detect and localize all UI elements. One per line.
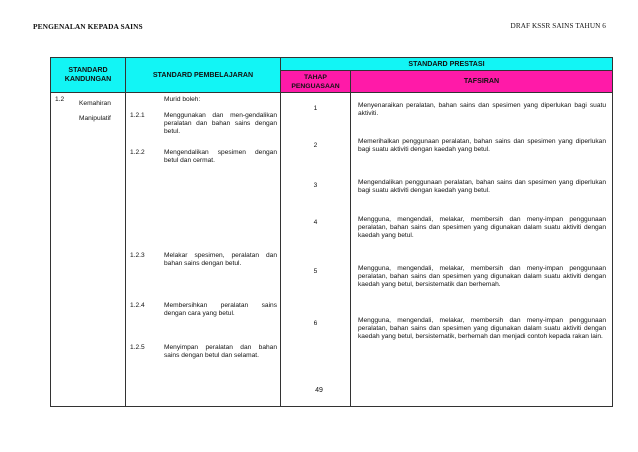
tafsiran-text: Mengguna, mengendali, melakar, membersih dan meny-impan penggunaan peralatan, bahan sains dan spesimen yang digunakan dalam suatu aktiviti dengan kaedah yang betul, bersistematik dan berhemah. [358,265,606,289]
tafsiran-text: Memerihalkan penggunaan peralatan, bahan sains dan spesimen yang diperlukan bagi suatu aktiviti dengan kaedah yang betul. [358,138,606,154]
pembelajaran-text: Menyimpan peralatan dan bahan sains dengan betul dan selamat. [164,344,277,360]
tafsiran-text: Menyenaraikan peralatan, bahan sains dan spesimen yang diperlukan bagi suatu aktiviti. [358,102,606,118]
standards-table [50,57,613,407]
tahap-level: 4 [313,219,318,226]
header-tahap-penguasaan: TAHAP PENGUASAAN [281,71,351,93]
pembelajaran-text: Melakar spesimen, peralatan dan bahan sains dengan betul. [164,252,277,268]
tahap-level: 3 [313,182,318,189]
tafsiran-text: Mengendalikan penggunaan peralatan, bahan sains dan spesimen yang diperlukan bagi suatu aktiviti dengan kaedah yang betul. [358,179,606,195]
pembelajaran-cell [126,93,281,407]
header-tafsiran: TAFSIRAN [351,71,613,93]
tafsiran-text: Mengguna, mengendali, melakar, membersih dan meny-impan penggunaan peralatan, bahan sains dan spesimen yang digunakan dalam suatu aktiviti dengan kaedah yang betul. [358,216,606,240]
tahap-cell [281,93,351,407]
document-header-title: PENGENALAN KEPADA SAINS [33,22,143,31]
tahap-level: 6 [313,320,318,327]
header-standard-pembelajaran: STANDARD PEMBELAJARAN [126,58,281,93]
document-header-draft: DRAF KSSR SAINS TAHUN 6 [510,22,606,30]
page-number: 49 [315,387,323,394]
kandungan-cell [51,93,126,407]
header-standard-kandungan: STANDARD KANDUNGAN [51,58,126,93]
kandungan-number: 1.2 [55,96,65,103]
tahap-level: 2 [313,142,318,149]
pembelajaran-number: 1.2.4 [130,302,145,309]
pembelajaran-intro: Murid boleh: [164,96,201,103]
tahap-level: 5 [313,268,318,275]
pembelajaran-number: 1.2.2 [130,149,145,156]
pembelajaran-text: Mengendalikan spesimen dengan betul dan cermat. [164,149,277,165]
header-standard-prestasi: STANDARD PRESTASI [281,58,613,71]
tahap-level: 1 [313,105,318,112]
pembelajaran-number: 1.2.5 [130,344,145,351]
tafsiran-text: Mengguna, mengendali, melakar, membersih dan meny-impan penggunaan peralatan, bahan sains dan spesimen yang digunakan dalam suatu aktiviti dengan kaedah yang betul, bersistematik, berhemah dan menjadi contoh kepada rakan lain. [358,317,606,341]
pembelajaran-text: Membersihkan peralatan sains dengan cara yang betul. [164,302,277,318]
tafsiran-cell [351,93,613,407]
pembelajaran-number: 1.2.1 [130,112,145,119]
pembelajaran-number: 1.2.3 [130,252,145,259]
kandungan-text: Kemahiran Manipulatif [79,100,111,122]
pembelajaran-text: Menggunakan dan men-gendalikan peralatan dan bahan sains dengan betul. [164,112,277,136]
